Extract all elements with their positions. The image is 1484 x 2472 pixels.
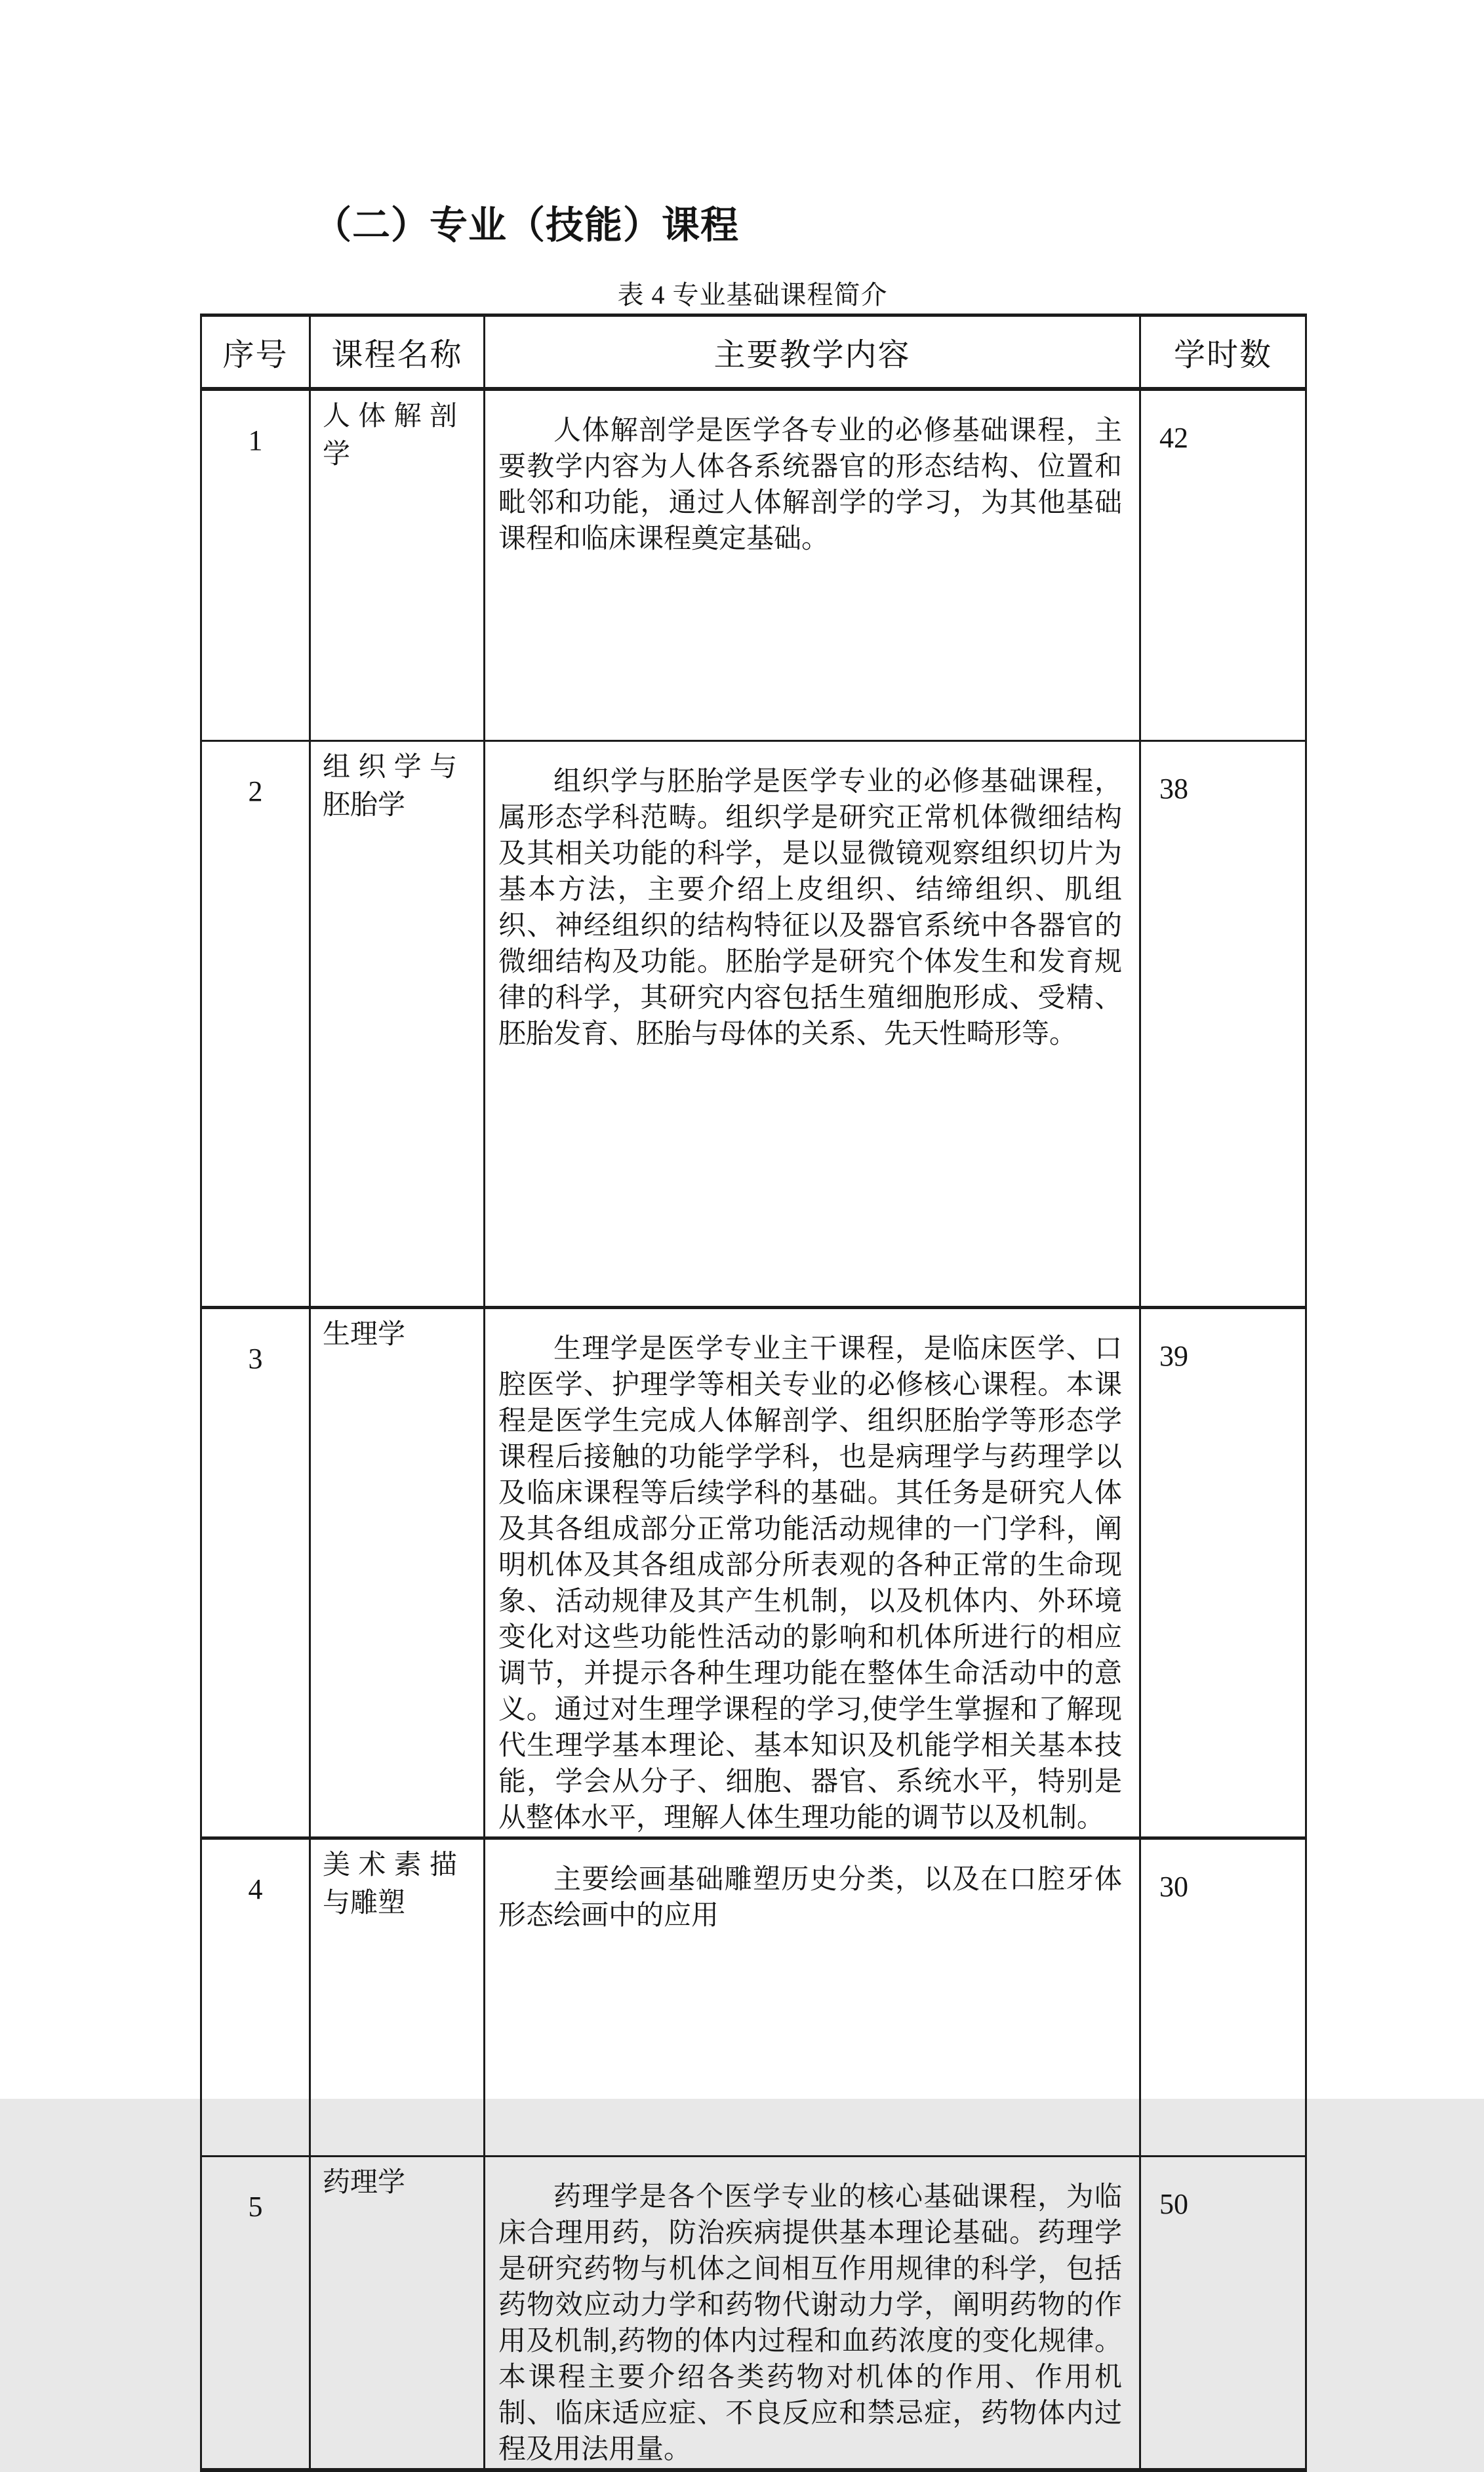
table-row — [201, 1838, 1306, 2157]
course-name-cell: 组织学与胚胎学 — [310, 741, 485, 1308]
course-hours-cell: 39 — [1140, 1308, 1306, 1838]
course-content-cell: 生理学是医学专业主干课程，是临床医学、口腔医学、护理学等相关专业的必修核心课程。本课程是医学生完成人体解剖学、组织胚胎学等形态学课程后接触的功能学学科，也是病理学与药理学以及临床课程等后续学科的基础。其任务是研究人体及其各组成部分正常功能活动规律的一门学科，阐明机体及其各组成部分所表观的各种正常的生命现象、活动规律及其产生机制，以及机体内、外环境变化对这些功能性活动的影响和机体所进行的相应调节，并提示各种生理功能在整体生命活动中的意义。通过对生理学课程的学习,使学生掌握和了解现代生理学基本理论、基本知识及机能学相关基本技能，学会从分子、细胞、器官、系统水平，特别是从整体水平，理解人体生理功能的调节以及机制。 — [485, 1308, 1140, 1838]
row-number-cell: 5 — [201, 2157, 310, 2471]
course-name-cell: 药理学 — [310, 2157, 485, 2471]
course-content-cell: 人体解剖学是医学各专业的必修基础课程，主要教学内容为人体各系统器官的形态结构、位置和毗邻和功能，通过人体解剖学的学习，为其他基础课程和临床课程奠定基础。 — [485, 389, 1140, 741]
table-row — [201, 741, 1306, 1308]
course-hours-cell: 42 — [1140, 389, 1306, 741]
course-table-header — [201, 315, 1306, 389]
row-number-cell: 4 — [201, 1838, 310, 2157]
table-row — [201, 1308, 1306, 1838]
course-hours-cell: 30 — [1140, 1838, 1306, 2157]
row-number-cell: 2 — [201, 741, 310, 1308]
table-caption: 表 4 专业基础课程简介 — [617, 280, 888, 310]
course-content-cell: 主要绘画基础雕塑历史分类，以及在口腔牙体形态绘画中的应用 — [485, 1838, 1140, 2157]
header-row — [201, 315, 1306, 389]
row-number-cell: 3 — [201, 1308, 310, 1838]
header-cell-hours: 学时数 — [1140, 315, 1306, 389]
section-heading: （二）专业（技能）课程 — [313, 204, 740, 247]
course-hours-cell: 50 — [1140, 2157, 1306, 2471]
course-table-body — [201, 389, 1306, 2471]
header-cell-course: 课程名称 — [310, 315, 485, 389]
course-content-cell: 组织学与胚胎学是医学专业的必修基础课程，属形态学科范畴。组织学是研究正常机体微细结构及其相关功能的科学，是以显微镜观察组织切片为基本方法，主要介绍上皮组织、结缔组织、肌组织、神经组织的结构特征以及器官系统中各器官的微细结构及功能。胚胎学是研究个体发生和发育规律的科学，其研究内容包括生殖细胞形成、受精、胚胎发育、胚胎与母体的关系、先天性畸形等。 — [485, 741, 1140, 1308]
course-hours-cell: 38 — [1140, 741, 1306, 1308]
course-table — [200, 314, 1307, 2472]
table-row — [201, 2157, 1306, 2471]
course-content-cell: 药理学是各个医学专业的核心基础课程，为临床合理用药，防治疾病提供基本理论基础。药理学是研究药物与机体之间相互作用规律的科学，包括药物效应动力学和药物代谢动力学，阐明药物的作用及机制,药物的体内过程和血药浓度的变化规律。本课程主要介绍各类药物对机体的作用、作用机制、临床适应症、不良反应和禁忌症，药物体内过程及用法用量。 — [485, 2157, 1140, 2471]
row-number-cell: 1 — [201, 389, 310, 741]
header-cell-no: 序号 — [201, 315, 310, 389]
header-cell-content: 主要教学内容 — [485, 315, 1140, 389]
course-name-cell: 生理学 — [310, 1308, 485, 1838]
course-name-cell: 美术素描与雕塑 — [310, 1838, 485, 2157]
table-row — [201, 389, 1306, 741]
course-name-cell: 人体解剖学 — [310, 389, 485, 741]
